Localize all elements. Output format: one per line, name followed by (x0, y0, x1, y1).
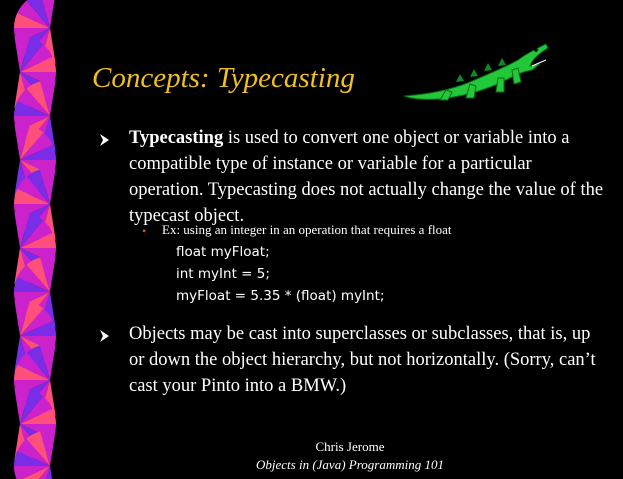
sub-bullet-marker: • (142, 224, 147, 238)
bullet-cast-hierarchy (129, 321, 609, 399)
fan-strip-decoration (0, 0, 90, 479)
code-line-declare-float: float myFloat; (176, 244, 270, 260)
bullet-body: is used to convert one object or variable into a compatible type of instance or variable for a particular operation. Typecasting does not actually change the value of the typecast object. (129, 128, 604, 226)
bullet-body: Objects may be cast into superclasses or subclasses, that is, up or down the object hierarchy, but not horizontally. (Sorry, can’t cast your Pinto into a BMW.) (129, 324, 596, 396)
bullet-lead-term: Typecasting (129, 128, 224, 148)
footer-course: Objects in (Java) Programming 101 (256, 457, 444, 472)
sub-bullet-example: Ex: using an integer in an operation that requires a float (162, 222, 452, 237)
bullet-typecasting (129, 125, 609, 229)
bullet-icon (100, 134, 109, 146)
code-line-declare-int: int myInt = 5; (176, 266, 270, 282)
footer-author: Chris Jerome (315, 439, 385, 454)
code-line-cast: myFloat = 5.35 * (float) myInt; (176, 288, 385, 304)
slide-title: Concepts: Typecasting (92, 62, 355, 94)
bullet-icon (100, 330, 109, 342)
alligator-icon (400, 38, 552, 104)
